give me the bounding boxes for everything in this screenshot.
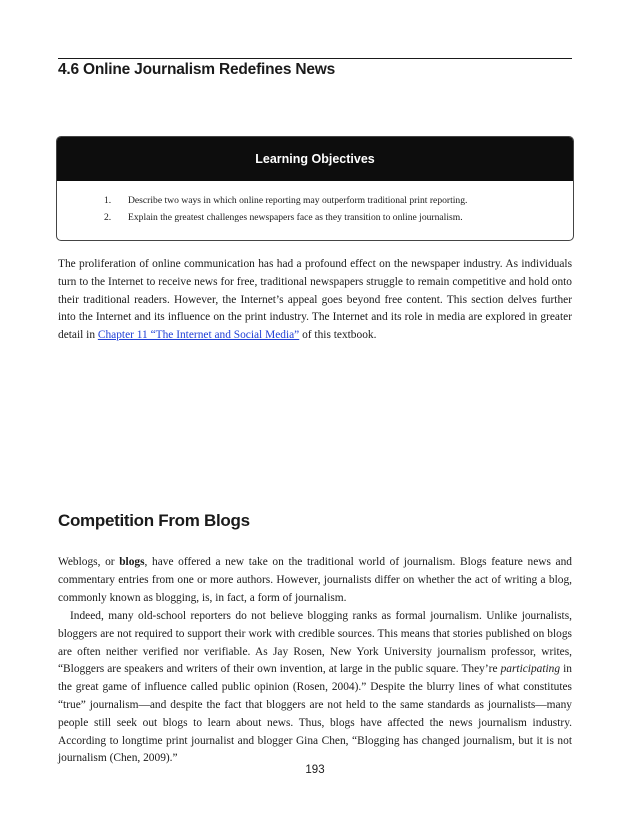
paragraph-text: , have offered a new take on the traditional world of journalism. Blogs feature news and commentary entries from one or more authors. However, journalists differ on whether the act of writing a blog, commonly known as blogging, is, in fact, a form of journalism. bbox=[58, 556, 572, 604]
blogs-paragraph-2 bbox=[58, 608, 572, 768]
intro-paragraph bbox=[58, 256, 572, 345]
paragraph-text: Indeed, many old-school reporters do not believe blogging ranks as formal journalism. Unlike journalists, bloggers are not required to support their work with credible sources. This means that stories published on blogs are often neither verified nor verifiable. As Jay Rosen, New York University journalism professor, writes, “Bloggers are speakers and writers of their own invention, at large in the public square. They’re bbox=[58, 610, 572, 676]
list-item bbox=[104, 212, 463, 223]
list-item-text: Describe two ways in which online reporting may outperform traditional print reporting. bbox=[128, 195, 468, 206]
list-item bbox=[104, 195, 467, 206]
section-title: 4.6 Online Journalism Redefines News bbox=[58, 61, 336, 78]
list-item-number: 1. bbox=[104, 195, 112, 206]
list-item-text: Explain the greatest challenges newspapers face as they transition to online journalism. bbox=[128, 212, 463, 223]
italic-term-participating: participating bbox=[500, 663, 561, 676]
intro-text-end: of this textbook. bbox=[299, 329, 377, 342]
paragraph-text: Weblogs, or bbox=[58, 556, 120, 568]
chapter-11-link[interactable]: Chapter 11 “The Internet and Social Media” bbox=[97, 329, 300, 342]
paragraph-text: in the great game of influence called public opinion (Rosen, 2004).” Despite the blurry lines of what constitutes “true” journalism—and despite the fact that bloggers are not held to the same standards as journalists—many people still seek out blogs to learn about news. Thus, blogs have affected the news journalism industry. According to longtime print journalist and blogger Gina Chen, “Blogging has changed journalism, but it is not journalism (Chen, 2009).” bbox=[58, 663, 572, 765]
intro-text: The proliferation of online communication has had a profound effect on the newspaper industry. As individuals turn to the Internet to receive news for free, traditional newspapers struggle to remain competitive and hold onto their traditional readers. However, the Internet’s appeal goes beyond free content. This section delves further into the Internet and its influence on the print industry. The Internet and its role in media are explored in greater detail in bbox=[58, 258, 572, 342]
learning-objectives-heading: Learning Objectives bbox=[57, 137, 573, 181]
learning-objectives-box bbox=[56, 136, 574, 241]
top-rule bbox=[58, 58, 572, 59]
bold-term-blogs: blogs bbox=[119, 556, 145, 568]
page-number: 193 bbox=[305, 764, 325, 776]
competition-heading: Competition From Blogs bbox=[58, 511, 250, 530]
blogs-paragraph-1 bbox=[58, 554, 572, 607]
list-item-number: 2. bbox=[104, 212, 112, 223]
